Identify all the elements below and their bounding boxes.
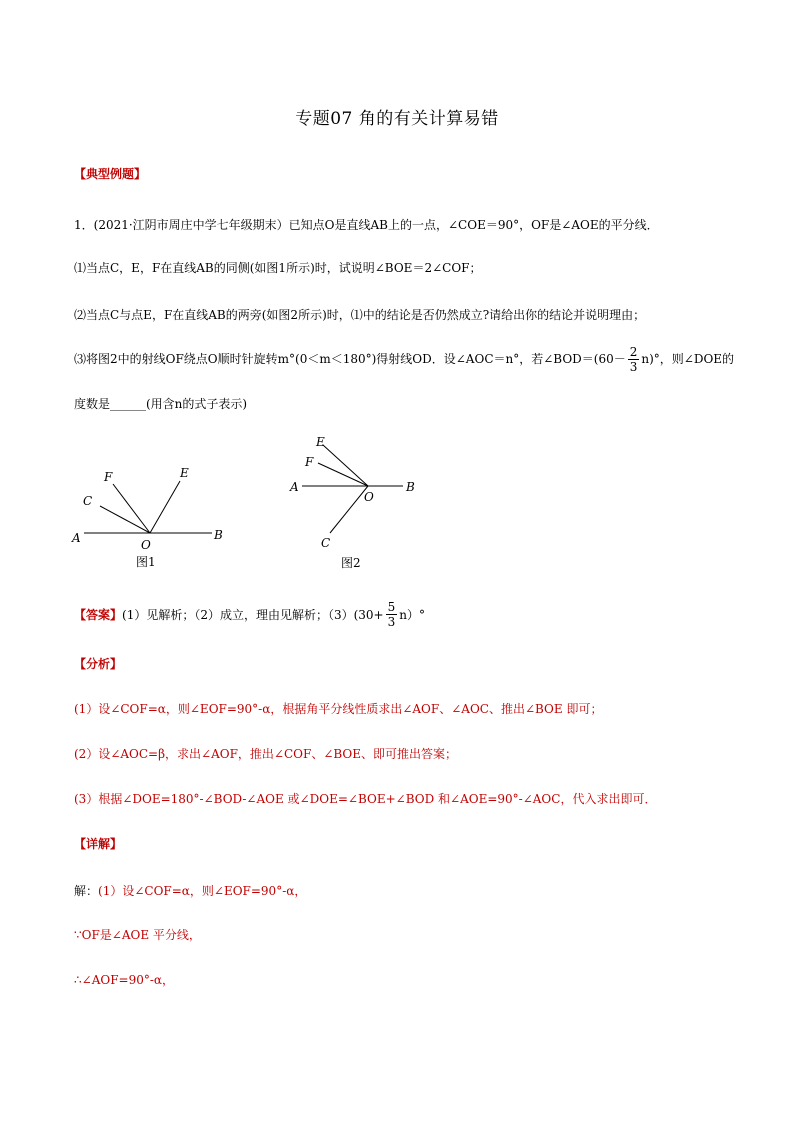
problem-part3-line2: 度数是______(用含n的式子表示) [74, 397, 248, 411]
detail-line-3: ∴∠AOF=90°-α， [74, 973, 175, 987]
answer-text-a: (1）见解析；（2）成立，理由见解析；（3）(30+ [122, 608, 384, 622]
answer-label: 【答案】 [74, 608, 123, 622]
label-C: C [83, 494, 93, 508]
ray-OC [330, 486, 368, 533]
label-E: E [316, 435, 325, 449]
problem-part3 [74, 345, 734, 374]
label-E: E [180, 466, 189, 480]
fraction-numerator: 5 [387, 600, 396, 614]
detail-solution-prefix: 解： [74, 884, 99, 898]
label-O: O [364, 490, 374, 504]
problem-part1: ⑴当点C，E，F在直线AB的同侧(如图1所示)时，试说明∠BOE＝2∠COF； [74, 261, 482, 275]
fraction [386, 600, 398, 629]
label-B: B [406, 480, 415, 494]
label-B: B [214, 528, 223, 542]
label-C: C [321, 536, 331, 550]
figure-2-caption: 图2 [341, 556, 361, 570]
detail-line-1-text: (1）设∠COF=α，则∠EOF=90°-α， [98, 884, 307, 898]
label-O: O [141, 538, 151, 552]
figure-1-caption: 图1 [136, 555, 156, 569]
figure-2 [285, 432, 435, 572]
fraction [628, 345, 640, 374]
analysis-heading: 【分析】 [74, 657, 123, 671]
fraction-denominator: 3 [629, 360, 638, 374]
detail-heading: 【详解】 [74, 837, 123, 851]
label-A: A [72, 531, 81, 545]
problem-part2: ⑵当点C与点E，F在直线AB的两旁(如图2所示)时，⑴中的结论是否仍然成立?请给出你的结论并说明理由； [74, 308, 646, 322]
analysis-line-3: (3）根据∠DOE=180°-∠BOD-∠AOE 或∠DOE=∠BOE+∠BOD 和∠AOE=90°-∠AOC，代入求出即可． [74, 792, 657, 806]
ray-OE [150, 481, 180, 533]
analysis-line-1: (1）设∠COF=α，则∠EOF=90°-α，根据角平分线性质求出∠AOF、∠AOC、推出∠BOE 即可； [74, 702, 603, 716]
answer-text-b: n）° [399, 608, 425, 622]
ray-OF [113, 484, 150, 533]
problem-part3-text-b: n)°，则∠DOE的 [641, 352, 735, 366]
detail-line-1 [74, 880, 306, 899]
figure-1 [60, 455, 240, 575]
ray-OF [318, 463, 368, 486]
fraction-denominator: 3 [387, 615, 396, 629]
detail-line-2: ∵OF是∠AOE 平分线， [74, 928, 201, 942]
ray-OE [323, 445, 368, 486]
label-F: F [104, 470, 113, 484]
label-F: F [305, 455, 314, 469]
ray-OC [100, 506, 150, 533]
answer [74, 600, 425, 629]
fraction-numerator: 2 [629, 345, 638, 359]
problem-intro: 1．(2021·江阴市周庄中学七年级期末）已知点O是直线AB上的一点，∠COE＝90°，OF是∠AOE的平分线． [74, 218, 659, 232]
label-A: A [290, 480, 299, 494]
problem-part3-text-a: ⑶将图2中的射线OF绕点O顺时针旋转m°(0＜m＜180°)得射线OD．设∠AOC＝n°，若∠BOD＝(60－ [74, 352, 626, 366]
analysis-line-2: (2）设∠AOC=β，求出∠AOF，推出∠COF、∠BOE、即可推出答案； [74, 747, 458, 761]
page-title: 专题07 角的有关计算易错 [295, 109, 499, 129]
section-example-heading: 【典型例题】 [74, 167, 147, 181]
